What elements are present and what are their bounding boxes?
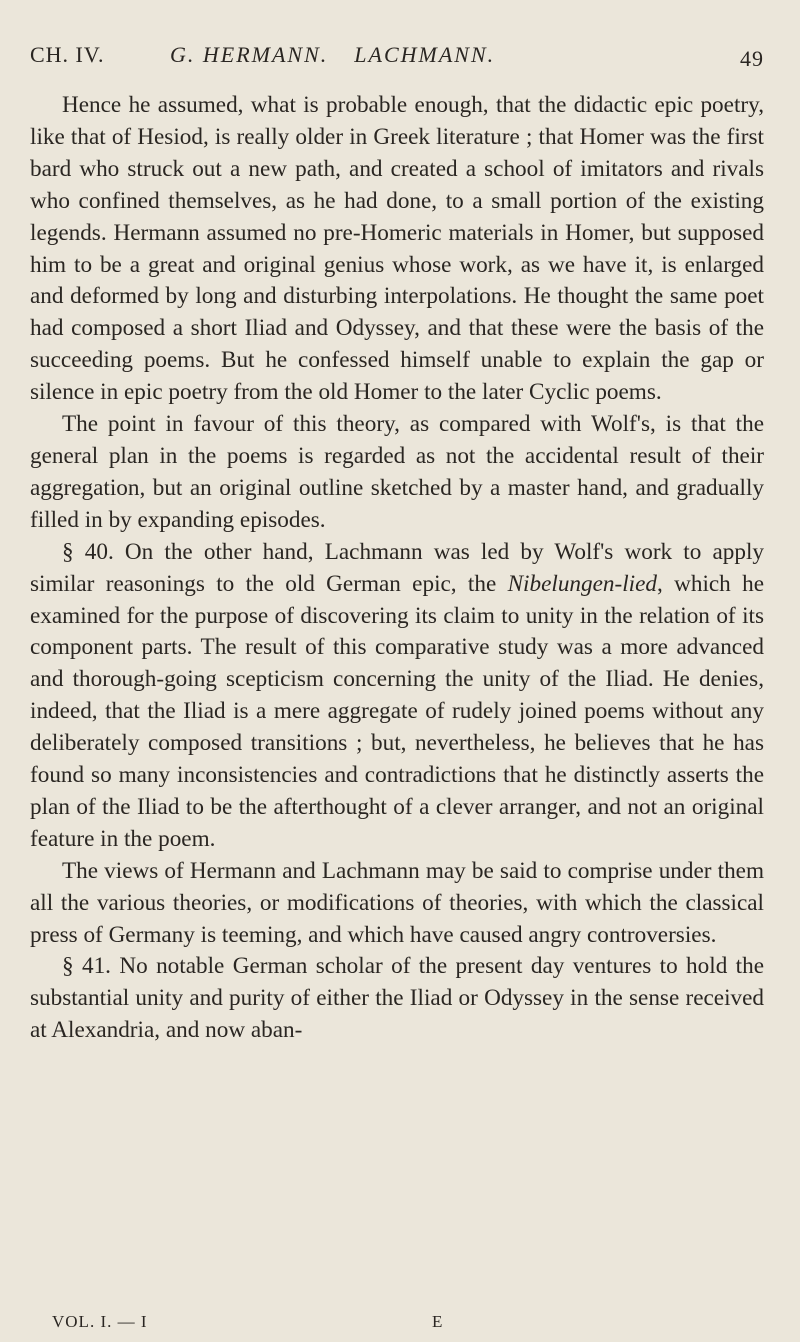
italic-title: Nibelungen-lied — [507, 570, 657, 597]
volume-signature: VOL. I. — I — [52, 1312, 148, 1331]
page-number: 49 — [740, 46, 764, 71]
running-head — [30, 42, 764, 82]
paragraph — [30, 951, 764, 1047]
chapter-label: CH. IV. — [30, 42, 105, 67]
paragraph-text: § 41. No notable German scholar of the present day ventures to hold the substantial unity and purity of either the Iliad or Odyssey in the sense received at Alexandria, and now aban- — [30, 953, 764, 1044]
paragraph-text: The views of Hermann and Lachmann may be said to comprise under them all the various theories, or modifications of theories, with which the classical press of Germany is teeming, and which have caused angry controversies. — [30, 857, 764, 948]
paragraph — [30, 409, 764, 537]
paragraph-text: , which he examined for the purpose of discovering its claim to unity in the relation of its component parts. The result of this comparative study was a more advanced and thorough-going scepticism concerning the unity of the Iliad. He denies, indeed, that the Iliad is a mere aggregate of rudely joined poems without any deliberately composed transitions ; but, nevertheless, he believes that he has found so many inconsistencies and contradictions that he distinctly asserts the plan of the Iliad to be the afterthought of a clever arranger, and not an original feature in the poem. — [30, 570, 764, 852]
paragraph — [30, 537, 764, 856]
gathering-signature: E — [432, 1312, 444, 1331]
body-text — [30, 90, 764, 1047]
running-title-hermann: G. HERMANN. — [170, 42, 329, 67]
running-title-lachmann: LACHMANN. — [354, 42, 496, 67]
paragraph — [30, 856, 764, 952]
running-title — [170, 42, 495, 68]
paragraph-text: The point in favour of this theory, as compared with Wolf's, is that the general plan in the poems is regarded as not the accidental result of their aggregation, but an original outline sketched by a master hand, and gradually filled in by expanding episodes. — [30, 411, 764, 533]
paragraph — [30, 90, 764, 409]
paragraph-text: Hence he assumed, what is probable enough, that the didactic epic poetry, like that of Hesiod, is really older in Greek literature ; that Homer was the first bard who struck out a new path, and created a school of imitators and rivals who confined themselves, as he had done, to a small portion of the existing legends. Hermann assumed no pre-Homeric materials in Homer, but supposed him to be a great and original genius whose work, as we have it, is enlarged and deformed by long and disturbing interpolations. He thought the same poet had composed a short Iliad and Odyssey, and that these were the basis of the succeeding poems. But he confessed himself unable to explain the gap or silence in epic poetry from the old Homer to the later Cyclic poems. — [30, 92, 764, 406]
paragraph-text: § 40. On the other hand, Lachmann was led by Wolf's work to apply similar reasonings to the old German epic, the — [30, 538, 764, 597]
page-footer — [52, 1312, 572, 1332]
